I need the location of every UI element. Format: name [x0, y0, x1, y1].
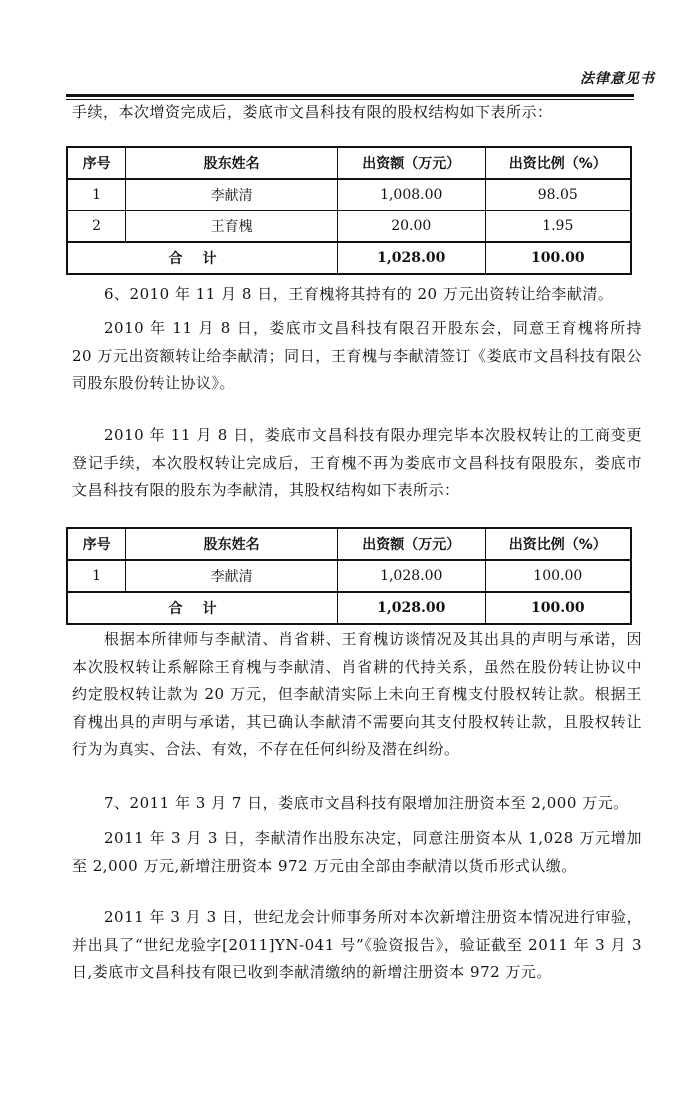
table-row	[67, 560, 631, 592]
equity-table-1	[66, 146, 632, 275]
cell-index: 1	[67, 179, 126, 211]
cell-index: 2	[67, 211, 126, 243]
cell-shareholder: 李献清	[126, 560, 338, 592]
paragraph: 2011 年 3 月 3 日，世纪龙会计师事务所对本次新增注册资本情况进行审验，并出具了“世纪龙验字[2011]YN-041 号”《验资报告》，验证截至 2011 年 3 月 3 日,娄底市文昌科技有限已收到李献清缴纳的新增注册资本 972 万元。	[72, 908, 642, 981]
col-header-index: 序号	[67, 147, 126, 179]
table-header-row	[67, 528, 631, 560]
col-header-amount: 出资额（万元）	[337, 147, 485, 179]
document-title: 法律意见书	[580, 71, 655, 87]
col-header-amount: 出资额（万元）	[337, 528, 485, 560]
table-header-row	[67, 147, 631, 179]
total-label: 合计	[67, 592, 337, 624]
table-row	[67, 179, 631, 211]
cell-ratio: 100.00	[485, 560, 631, 592]
col-header-shareholder: 股东姓名	[126, 528, 338, 560]
table-row	[67, 211, 631, 243]
cell-amount: 1,028.00	[337, 560, 485, 592]
paragraph: 2011 年 3 月 3 日，李献清作出股东决定，同意注册资本从 1,028 万元增加至 2,000 万元,新增注册资本 972 万元由全部由李献清以货币形式认缴。	[72, 829, 642, 875]
equity-table-2	[66, 527, 632, 625]
col-header-ratio: 出资比例（%）	[485, 528, 631, 560]
header-rule-thick	[66, 94, 634, 97]
paragraph: 7、2011 年 3 月 7 日，娄底市文昌科技有限增加注册资本至 2,000 万元。	[104, 794, 629, 812]
total-label: 合计	[67, 242, 337, 274]
intro-paragraph: 手续，本次增资完成后，娄底市文昌科技有限的股权结构如下表所示：	[72, 103, 553, 121]
total-ratio: 100.00	[485, 592, 631, 624]
cell-shareholder: 王育槐	[126, 211, 338, 243]
total-ratio: 100.00	[485, 242, 631, 274]
table-total-row	[67, 242, 631, 274]
paragraph: 2010 年 11 月 8 日，娄底市文昌科技有限召开股东会，同意王育槐将所持 20 万元出资额转让给李献清；同日，王育槐与李献清签订《娄底市文昌科技有限公司股东股份转让协议》。	[72, 319, 642, 392]
paragraph: 6、2010 年 11 月 8 日，王育槐将其持有的 20 万元出资转让给李献清。	[104, 285, 614, 303]
cell-amount: 1,008.00	[337, 179, 485, 211]
cell-ratio: 1.95	[485, 211, 631, 243]
col-header-ratio: 出资比例（%）	[485, 147, 631, 179]
total-amount: 1,028.00	[337, 242, 485, 274]
paragraph: 根据本所律师与李献清、肖省耕、王育槐访谈情况及其出具的声明与承诺，因本次股权转让系解除王育槐与李献清、肖省耕的代持关系，虽然在股份转让协议中约定股权转让款为 20 万元，但李献清实际上未向王育槐支付股权转让款。根据王育槐出具的声明与承诺，其已确认李献清不需要向其支付股权转让款，且股权转让行为为真实、合法、有效，不存在任何纠纷及潜在纠纷。	[72, 630, 642, 758]
cell-shareholder: 李献清	[126, 179, 338, 211]
total-amount: 1,028.00	[337, 592, 485, 624]
paragraph: 2010 年 11 月 8 日，娄底市文昌科技有限办理完毕本次股权转让的工商变更登记手续，本次股权转让完成后，王育槐不再为娄底市文昌科技有限股东，娄底市文昌科技有限的股东为李献清，其股权结构如下表所示：	[72, 426, 642, 499]
cell-index: 1	[67, 560, 126, 592]
table-total-row	[67, 592, 631, 624]
cell-amount: 20.00	[337, 211, 485, 243]
col-header-shareholder: 股东姓名	[126, 147, 338, 179]
col-header-index: 序号	[67, 528, 126, 560]
cell-ratio: 98.05	[485, 179, 631, 211]
